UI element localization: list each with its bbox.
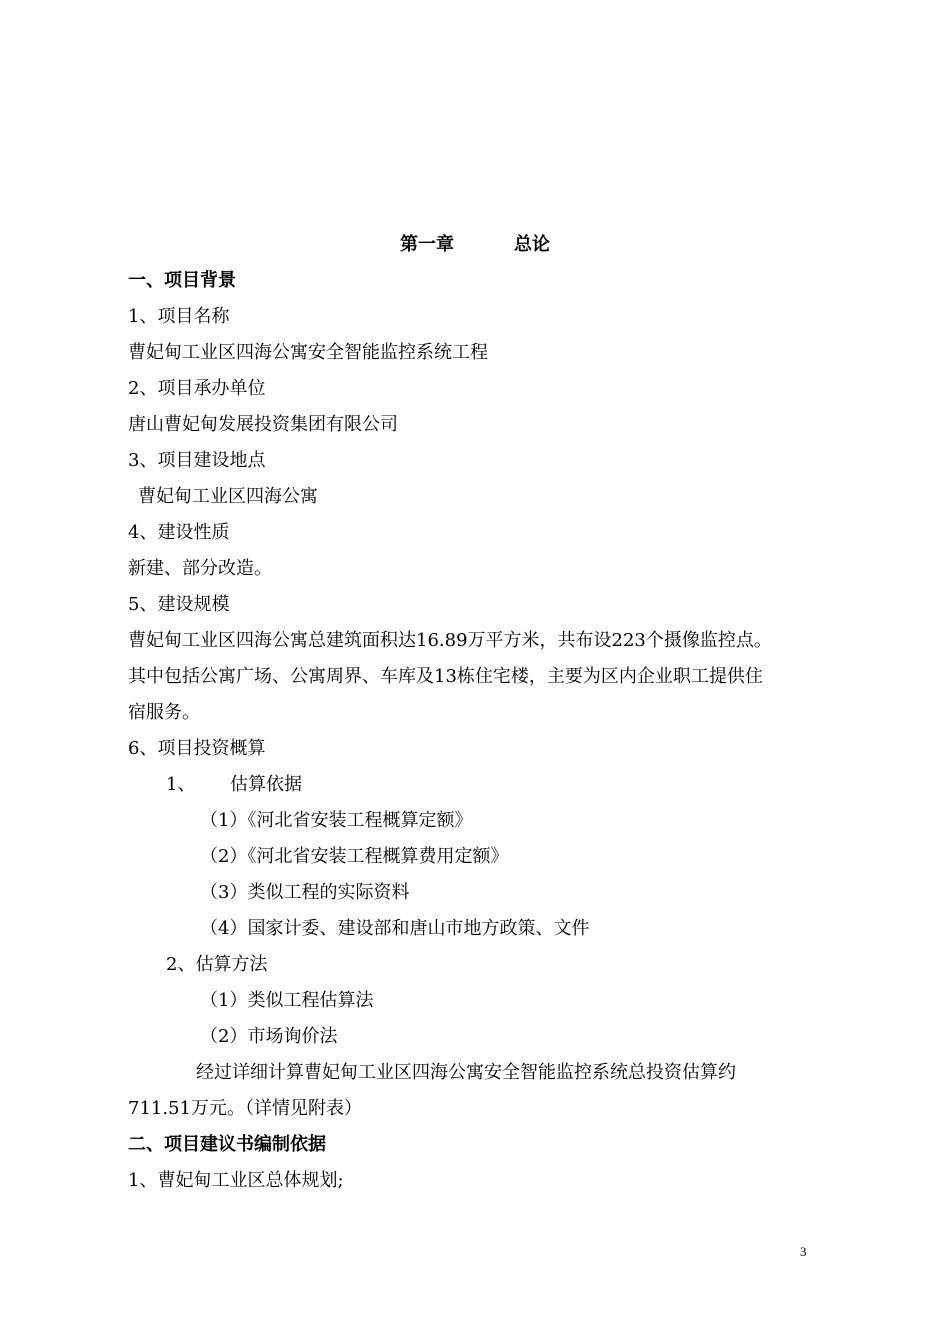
location-value: 曹妃甸工业区四海公寓 xyxy=(138,486,318,507)
page-number: 3 xyxy=(800,1244,807,1259)
basis-list-item-1: 1、曹妃甸工业区总体规划; xyxy=(128,1170,344,1191)
scale-paragraph-line-3: 宿服务。 xyxy=(128,702,200,723)
basis-item-4: （4）国家计委、建设部和唐山市地方政策、文件 xyxy=(200,918,590,939)
nature-value: 新建、部分改造。 xyxy=(128,558,272,579)
estimate-method-heading: 2、估算方法 xyxy=(166,954,268,975)
method-item-1: （1）类似工程估算法 xyxy=(200,990,374,1011)
item-scale-label: 5、建设规模 xyxy=(128,594,230,615)
chapter-label: 第一章 xyxy=(400,234,454,255)
total-investment-line-1: 经过详细计算曹妃甸工业区四海公寓安全智能监控系统总投资估算约 xyxy=(196,1062,736,1083)
scale-paragraph-line-2: 其中包括公寓广场、公寓周界、车库及13栋住宅楼，主要为区内企业职工提供住 xyxy=(128,666,763,687)
estimate-basis-text: 估算依据 xyxy=(230,774,302,795)
undertaking-unit-value: 唐山曹妃甸发展投资集团有限公司 xyxy=(128,414,398,435)
chapter-name: 总论 xyxy=(514,234,550,255)
item-investment-label: 6、项目投资概算 xyxy=(128,738,266,759)
method-item-2: （2）市场询价法 xyxy=(200,1026,338,1047)
chapter-title xyxy=(0,233,950,257)
item-nature-label: 4、建设性质 xyxy=(128,522,230,543)
estimate-basis-number: 1、 xyxy=(166,774,196,795)
section-heading-basis: 二、项目建议书编制依据 xyxy=(128,1134,326,1155)
basis-item-3: （3）类似工程的实际资料 xyxy=(200,882,410,903)
basis-item-1: （1）《河北省安装工程概算定额》 xyxy=(200,810,473,831)
basis-item-2: （2）《河北省安装工程概算费用定额》 xyxy=(200,846,509,867)
estimate-basis-heading xyxy=(166,773,302,797)
section-heading-background: 一、项目背景 xyxy=(128,270,236,291)
project-name-value: 曹妃甸工业区四海公寓安全智能监控系统工程 xyxy=(128,342,488,363)
item-undertaking-unit-label: 2、项目承办单位 xyxy=(128,378,266,399)
total-investment-line-2: 711.51万元。（详情见附表） xyxy=(128,1098,362,1119)
item-project-name-label: 1、项目名称 xyxy=(128,306,230,327)
scale-paragraph-line-1: 曹妃甸工业区四海公寓总建筑面积达16.89万平方米，共布设223个摄像监控点。 xyxy=(128,630,772,651)
item-location-label: 3、项目建设地点 xyxy=(128,450,266,471)
